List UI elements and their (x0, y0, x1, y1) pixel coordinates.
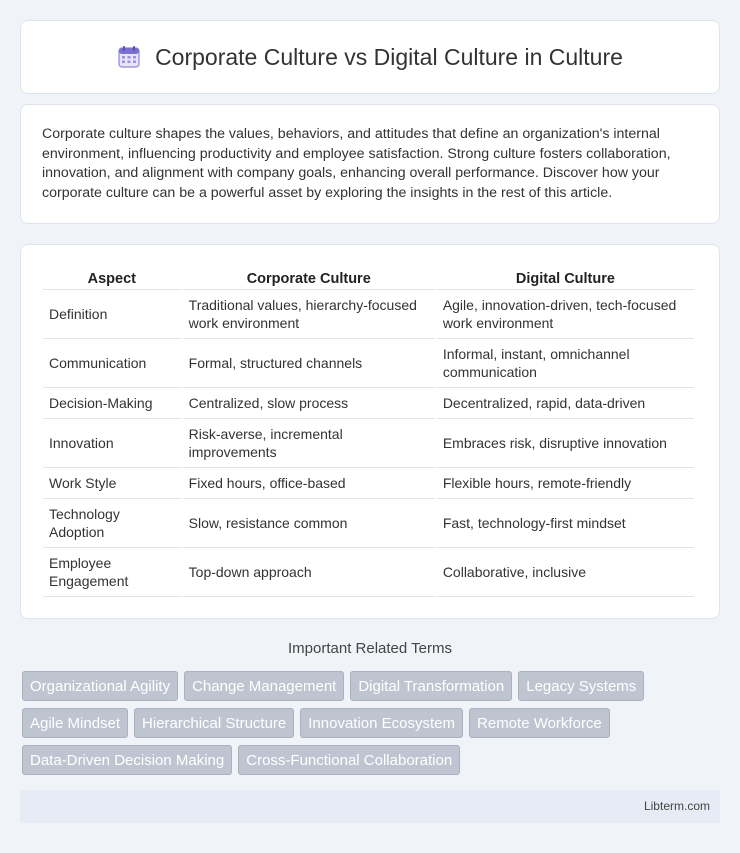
footer (20, 790, 720, 823)
cell-aspect: Employee Engagement (43, 547, 181, 597)
header-corporate: Corporate Culture (246, 271, 371, 287)
cell-corporate: Traditional values, hierarchy-focused work environment (183, 289, 435, 338)
tag-change-management[interactable]: Change Management (184, 671, 344, 701)
tag-organizational-agility[interactable]: Organizational Agility (22, 671, 178, 701)
comparison-table-card (20, 244, 720, 619)
cell-aspect: Definition (43, 289, 181, 338)
header-aspect: Aspect (87, 271, 136, 287)
table-row (43, 338, 694, 387)
cell-corporate: Centralized, slow process (183, 387, 435, 418)
calendar-icon (117, 45, 141, 69)
cell-aspect: Communication (43, 338, 181, 387)
table-row (43, 387, 694, 418)
cell-aspect: Technology Adoption (43, 498, 181, 547)
cell-corporate: Fixed hours, office-based (183, 467, 435, 498)
footer-brand-link[interactable]: Libterm.com (643, 799, 710, 813)
tag-hierarchical-structure[interactable]: Hierarchical Structure (134, 708, 294, 738)
cell-aspect: Decision-Making (43, 387, 181, 418)
header-digital: Digital Culture (515, 271, 615, 287)
related-terms-heading: Important Related Terms (288, 640, 452, 657)
table-row (43, 289, 694, 338)
cell-digital: Flexible hours, remote-friendly (437, 467, 694, 498)
cell-aspect: Work Style (43, 467, 181, 498)
comparison-table (41, 265, 696, 597)
cell-digital: Agile, innovation-driven, tech-focused work environment (437, 289, 694, 338)
cell-aspect: Innovation (43, 418, 181, 467)
tag-data-driven-decision-making[interactable]: Data-Driven Decision Making (22, 745, 232, 775)
tag-remote-workforce[interactable]: Remote Workforce (469, 708, 610, 738)
tag-legacy-systems[interactable]: Legacy Systems (518, 671, 644, 701)
table-row (43, 547, 694, 597)
intro-text: Corporate culture shapes the values, behaviors, and attitudes that define an organization's internal environment, influencing productivity and employee satisfaction. Strong culture fosters collaboration, innovation, and alignment with company goals, enhancing overall performance. Discover how your corporate culture can be a powerful asset by exploring the insights in the rest of this article. (42, 126, 671, 201)
page-title: Corporate Culture vs Digital Culture in Culture (155, 43, 623, 70)
cell-corporate: Risk-averse, incremental improvements (183, 418, 435, 467)
table-row (43, 498, 694, 547)
related-terms-list (22, 671, 722, 782)
tag-cross-functional-collaboration[interactable]: Cross-Functional Collaboration (238, 745, 460, 775)
tag-agile-mindset[interactable]: Agile Mindset (22, 708, 128, 738)
cell-digital: Decentralized, rapid, data-driven (437, 387, 694, 418)
cell-digital: Embraces risk, disruptive innovation (437, 418, 694, 467)
title-card (20, 20, 720, 94)
table-row (43, 467, 694, 498)
intro-card (20, 104, 720, 224)
cell-corporate: Slow, resistance common (183, 498, 435, 547)
cell-corporate: Formal, structured channels (183, 338, 435, 387)
cell-corporate: Top-down approach (183, 547, 435, 597)
tag-innovation-ecosystem[interactable]: Innovation Ecosystem (300, 708, 463, 738)
tag-digital-transformation[interactable]: Digital Transformation (350, 671, 512, 701)
table-row (43, 418, 694, 467)
cell-digital: Collaborative, inclusive (437, 547, 694, 597)
cell-digital: Fast, technology-first mindset (437, 498, 694, 547)
cell-digital: Informal, instant, omnichannel communication (437, 338, 694, 387)
